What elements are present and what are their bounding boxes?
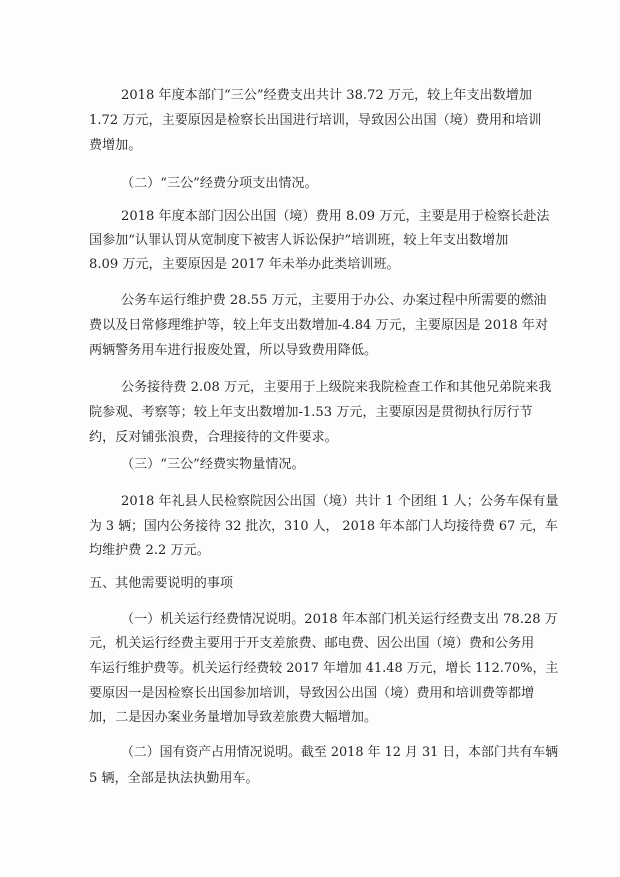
overseas-line-3: 8.09 万元，主要原因是 2017 年未举办此类培训班。 <box>89 257 400 272</box>
assets-line-2: 5 辆，全部是执法执勤用车。 <box>89 771 259 786</box>
section-five-heading: 五、其他需要说明的事项 <box>89 576 234 591</box>
operating-line-1: （一）机关运行经费情况说明。2018 年本部门机关运行经费支出 78.28 万 <box>121 612 558 627</box>
operating-line-3: 车运行维护费等。机关运行经费较 2017 年增加 41.48 万元，增长 112.70%，主 <box>89 661 559 676</box>
operating-line-4: 要原因一是因检察长出国参加培训，导致因公出国（境）费用和培训费等都增 <box>89 686 535 701</box>
reception-line-1: 公务接待费 2.08 万元，主要用于上级院来我院检查工作和其他兄弟院来我 <box>121 380 552 395</box>
assets-line-1: （二）国有资产占用情况说明。截至 2018 年 12 月 31 日，本部门共有车辆 <box>121 745 559 760</box>
operating-line-2: 元，机关运行经费主要用于开支差旅费、邮电费、因公出国（境）费和公务用 <box>89 636 535 651</box>
physical-quantity-heading: （三）“三公”经费实物量情况。 <box>121 457 305 472</box>
overview-line-2: 1.72 万元，主要原因是检察长出国进行培训，导致因公出国（境）费用和培训 <box>89 113 542 128</box>
physical-line-2: 为 3 辆；国内公务接待 32 批次，310 人， 2018 年本部门人均接待费 67 元，车 <box>89 519 558 534</box>
overview-line-3: 费增加。 <box>89 138 142 153</box>
vehicle-line-1: 公务车运行维护费 28.55 万元，主要用于办公、办案过程中所需要的燃油 <box>121 293 547 308</box>
operating-line-5: 加，二是因办案业务量增加导致差旅费大幅增加。 <box>89 710 378 725</box>
physical-line-3: 均维护费 2.2 万元。 <box>89 543 210 558</box>
physical-line-1: 2018 年礼县人民检察院因公出国（境）共计 1 个团组 1 人；公务车保有量 <box>121 494 559 509</box>
overseas-line-2: 国参加“认罪认罚从宽制度下被害人诉讼保护”培训班，较上年支出数增加 <box>89 233 509 248</box>
reception-line-3: 约，反对铺张浪费，合理接待的文件要求。 <box>89 430 338 445</box>
overseas-line-1: 2018 年度本部门因公出国（境）费用 8.09 万元，主要是用于检察长赴法 <box>121 209 550 224</box>
overview-line-1: 2018 年度本部门“三公”经费支出共计 38.72 万元，较上年支出数增加 <box>121 88 532 103</box>
reception-line-2: 院参观、考察等；较上年支出数增加-1.53 万元，主要原因是贯彻执行厉行节 <box>89 405 533 420</box>
vehicle-line-3: 两辆警务用车进行报废处置，所以导致费用降低。 <box>89 343 378 358</box>
vehicle-line-2: 费以及日常修理维护等，较上年支出数增加-4.84 万元，主要原因是 2018 年对 <box>89 318 549 333</box>
item-expenses-heading: （二）“三公”经费分项支出情况。 <box>121 176 318 191</box>
